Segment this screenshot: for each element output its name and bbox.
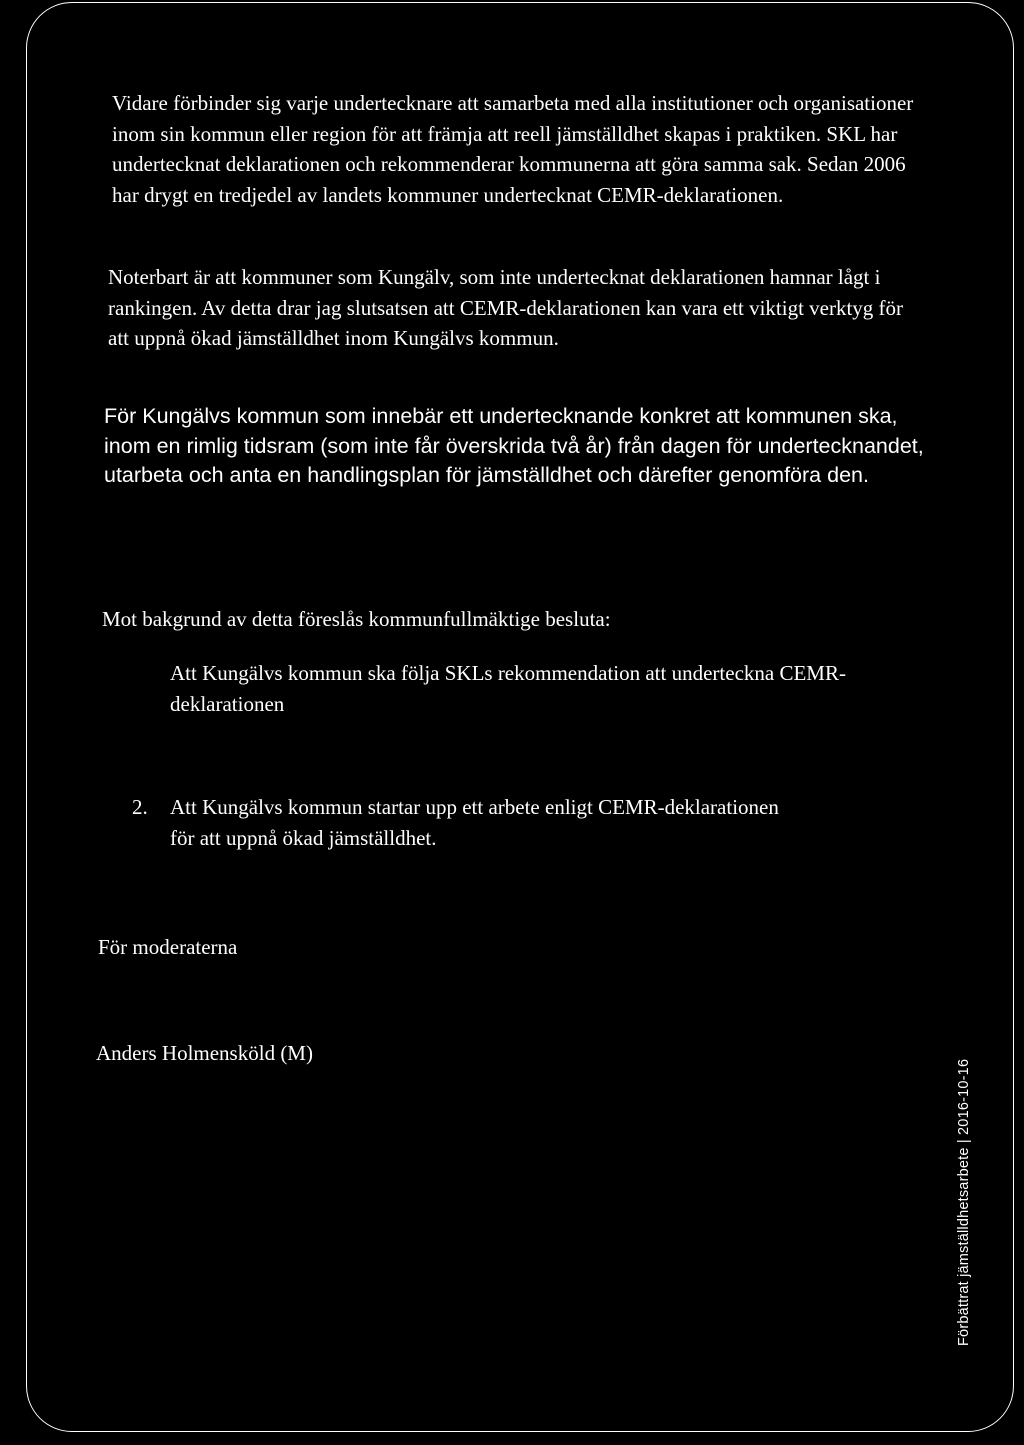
proposal-intro: Mot bakgrund av detta föreslås kommunfullmäktige besluta: (102, 607, 611, 631)
decision-item-2-number: 2. (132, 795, 148, 819)
decision-item-2-line-1 (132, 792, 932, 823)
decision-item-2-line-2: för att uppnå ökad jämställdhet. (170, 825, 437, 850)
decision-item-1: Att Kungälvs kommun ska följa SKLs rekommendation att underteckna CEMR-deklarationen (170, 661, 846, 716)
paragraph-cemr-commitment: Vidare förbinder sig varje undertecknare att samarbeta med alla institutioner och organisationer inom sin kommun eller region för att främja att reell jämställdhet skapas i praktiken. SKL har undertecknat deklarationen och rekommenderar kommunerna att göra samma sak. Sedan 2006 har drygt en tredjedel av landets kommuner undertecknat CEMR-deklarationen. (112, 91, 914, 207)
decision-item-2 (132, 792, 932, 853)
paragraph-action-plan: För Kungälvs kommun som innebär ett undertecknande konkret att kommunen ska, inom en rimlig tidsram (som inte får överskrida två år) från dagen för undertecknandet, utarbeta och anta en handlingsplan för jämställdhet och därefter genomföra den. (104, 404, 924, 487)
side-label: Förbättrat jämställdhetsarbete | 2016-10-16 (956, 1058, 972, 1346)
signature-name: Anders Holmensköld (M) (96, 1041, 313, 1065)
paragraph-kungalv-ranking: Noterbart är att kommuner som Kungälv, som inte undertecknat deklarationen hamnar lågt i rankingen. Av detta drar jag slutsatsen att CEMR-deklarationen kan vara ett viktigt verktyg för att uppnå ökad jämställdhet inom Kungälvs kommun. (108, 265, 904, 350)
decision-item-2-text: Att Kungälvs kommun startar upp ett arbete enligt CEMR-deklarationen (170, 795, 779, 819)
signoff-party: För moderaterna (98, 935, 238, 959)
